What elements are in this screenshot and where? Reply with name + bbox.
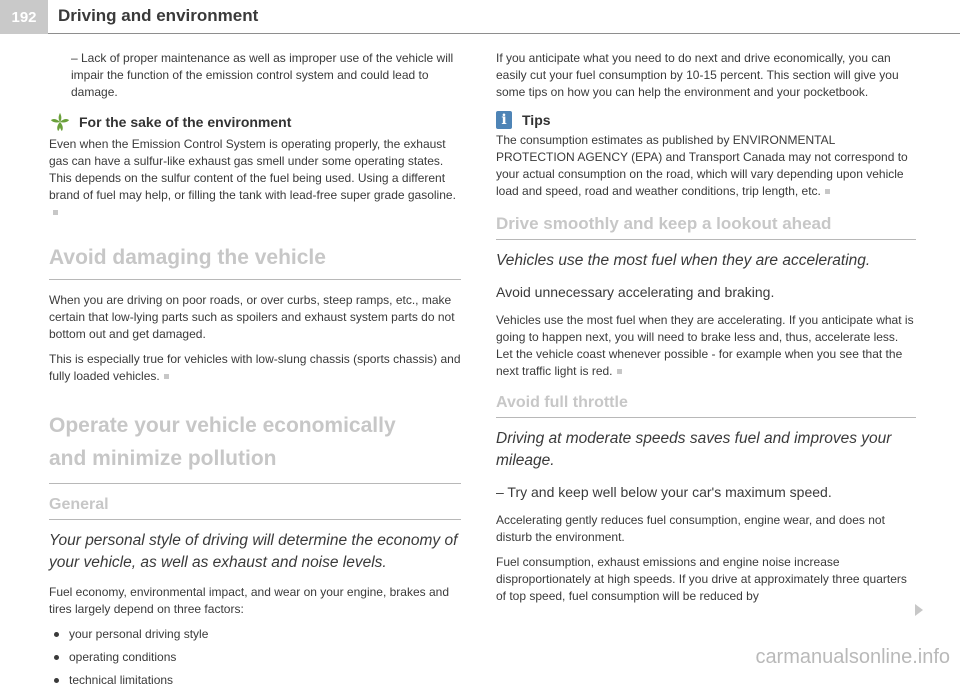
- throttle-instruction: – Try and keep well below your car's maximum speed.: [496, 484, 832, 500]
- environment-note-title: For the sake of the environment: [79, 114, 292, 130]
- section-end-mark: [164, 374, 169, 379]
- operate-heading-line-1: Operate your vehicle economically: [49, 414, 396, 437]
- subheading-avoid-full-throttle: Avoid full throttle: [496, 394, 916, 418]
- subheading-drive-smoothly: Drive smoothly and keep a lookout ahead: [496, 214, 916, 240]
- smooth-instruction: Avoid unnecessary accelerating and braking.: [496, 284, 775, 300]
- intro-dash-text: – Lack of proper maintenance as well as improper use of the vehicle will impair the function of the emission control system and could lead to damage.: [71, 51, 454, 99]
- environment-note-heading: [49, 111, 461, 133]
- section-heading-avoid-damage: Avoid damaging the vehicle: [49, 245, 461, 280]
- section-end-mark: [825, 189, 830, 194]
- page-number-badge: 192: [0, 0, 48, 34]
- smooth-paragraph: Vehicles use the most fuel when they are accelerating. If you anticipate what is going to happen next, you will need to brake less and, thus, accelerate less. Let the vehicle coast whenever possible - for example when you see that the next traffic light is red.: [496, 313, 914, 378]
- avoid-damage-paragraph-2: This is especially true for vehicles with low-slung chassis (sports chassis) and fully loaded vehicles.: [49, 352, 461, 383]
- avoid-damage-paragraph-1: When you are driving on poor roads, or over curbs, steep ramps, etc., make certain that low-lying parts such as spoilers and exhaust system parts do not bottom out and get damaged.: [49, 293, 455, 341]
- subheading-general: General: [49, 496, 461, 520]
- operate-heading-line-2: and minimize pollution: [49, 447, 277, 470]
- left-column: [49, 50, 461, 695]
- info-icon: i: [496, 111, 512, 129]
- header-rule: [48, 33, 960, 34]
- environment-note-text: Even when the Emission Control System is operating properly, the exhaust gas can have a sulfur-like exhaust gas smell under some operating states. This depends on the sulfur content of the fuel being used. Using a different brand of fuel may help, or filling the tank with lead-free super grade gasoline.: [49, 136, 461, 221]
- anticipate-paragraph: If you anticipate what you need to do next and drive economically, you can easily cut your fuel consumption by 10-15 percent. This section will give you some tips on how you can help the environment and your pocketbook.: [496, 51, 899, 99]
- section-end-mark: [53, 210, 58, 215]
- general-lead-text: Your personal style of driving will determine the economy of your vehicle, as well as exhaust and noise levels.: [49, 532, 458, 571]
- general-paragraph: Fuel economy, environmental impact, and wear on your engine, brakes and tires largely depend on three factors:: [49, 585, 450, 616]
- tips-heading: [496, 111, 916, 129]
- tips-title: Tips: [522, 112, 551, 128]
- list-item: your personal driving style: [49, 626, 461, 643]
- throttle-paragraph-2: Fuel consumption, exhaust emissions and engine noise increase disproportionately at high speeds. If you drive at approximately three quarters of top speed, fuel consumption will be reduced by: [496, 555, 907, 603]
- leaf-icon: [49, 111, 71, 133]
- list-item: operating conditions: [49, 649, 461, 666]
- watermark-text: carmanualsonline.info: [755, 646, 950, 668]
- section-end-mark: [617, 369, 622, 374]
- section-heading-operate: [49, 409, 461, 484]
- list-item: technical limitations: [49, 672, 461, 689]
- continue-arrow-icon: [915, 604, 923, 616]
- running-header-title: Driving and environment: [58, 6, 259, 25]
- right-column: [496, 50, 916, 613]
- smooth-lead-text: Vehicles use the most fuel when they are accelerating.: [496, 252, 871, 269]
- throttle-paragraph-1: Accelerating gently reduces fuel consumption, engine wear, and does not disturb the environment.: [496, 513, 885, 544]
- tips-text: The consumption estimates as published by ENVIRONMENTAL PROTECTION AGENCY (EPA) and Transport Canada may not correspond to your actual consumption on the road, which will vary depending upon vehicle load and speed, road and weather conditions, trip length, etc.: [496, 133, 908, 198]
- throttle-lead-text: Driving at moderate speeds saves fuel and improves your mileage.: [496, 430, 892, 469]
